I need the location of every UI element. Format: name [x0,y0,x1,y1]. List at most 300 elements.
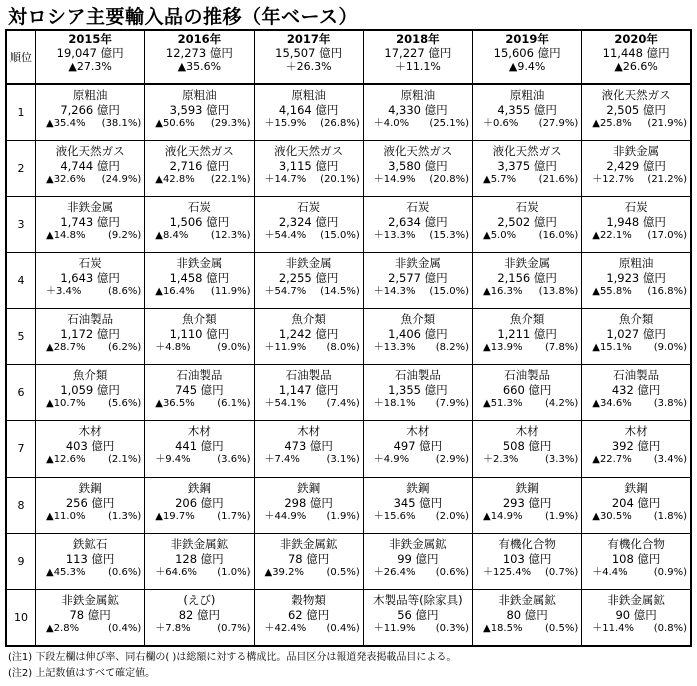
item-growth-row [582,173,690,186]
item-growth-row [364,397,472,410]
item-growth-row [36,566,144,579]
item-cell [473,253,582,309]
item-share: (1.7%) [217,510,251,522]
item-growth-row [36,453,144,466]
item-growth-row [364,510,472,523]
item-share: (9.0%) [217,342,251,354]
item-value: 4,355 億円 [497,102,557,117]
item-value: 1,059 億円 [60,383,120,398]
item-growth: ＋9.4% [155,454,191,466]
item-growth-row [255,173,363,186]
item-value: 2,505 億円 [606,102,666,117]
item-name: 非鉄金属 [67,199,114,214]
item-value: 80 億円 [506,607,548,622]
item-growth-row [473,566,581,579]
item-cell [363,309,472,365]
item-name: 魚介類 [618,312,654,327]
item-share: (1.9%) [326,510,360,522]
item-value: 82 億円 [178,607,221,622]
item-cell [473,477,582,533]
item-growth: ▲10.7% [46,398,86,410]
item-share: (38.1%) [101,117,142,129]
item-value: 473 億円 [284,439,333,454]
year-growth: ▲9.4% [508,60,546,73]
item-growth: ＋15.9% [264,117,307,129]
item-growth-row [473,229,581,242]
item-share: (9.2%) [108,229,142,241]
item-share: (15.0%) [320,229,360,241]
item-cell [36,589,145,646]
item-name: 魚介類 [72,368,108,383]
rank-cell: 1 [6,84,36,141]
item-share: (0.9%) [653,566,687,578]
item-value: 3,580 億円 [388,158,448,173]
item-share: (8.2%) [435,342,469,354]
item-growth: ＋3.4% [46,286,82,298]
rank-cell: 3 [6,196,36,252]
item-name: 有機化合物 [498,536,556,551]
item-growth: ＋44.9% [264,510,307,522]
item-cell [363,477,472,533]
table-row [6,533,691,589]
item-cell [36,365,145,421]
item-growth: ▲22.1% [592,229,632,241]
item-value: 392 億円 [611,439,661,454]
item-growth-row [582,510,690,523]
item-growth-row [364,341,472,354]
item-name: 非鉄金属 [285,256,332,271]
item-name: 石炭 [297,199,321,214]
item-growth: ▲35.4% [46,117,86,129]
item-name: 非鉄金属鉱 [170,536,229,551]
item-cell [473,421,582,477]
item-growth-row [582,229,690,242]
item-share: (22.1%) [210,173,251,185]
table-row [6,84,691,141]
item-name: 石油製品 [176,368,223,383]
item-growth-row [582,285,690,298]
item-name: 非鉄金属 [504,256,551,271]
item-cell [145,309,254,365]
item-cell [145,253,254,309]
item-cell [582,84,691,141]
item-name: 原粗油 [509,87,545,102]
item-cell [473,309,582,365]
item-cell [363,589,472,646]
item-growth: ＋15.6% [373,510,416,522]
item-share: (3.1%) [326,454,360,466]
item-growth: ▲51.3% [483,398,523,410]
year-growth: ＋26.3% [285,60,332,73]
item-cell [363,140,472,196]
rank-cell: 5 [6,309,36,365]
item-growth-row [473,622,581,635]
item-cell [473,196,582,252]
rank-header: 順位 [6,30,36,84]
item-value: 256 億円 [65,495,115,510]
item-value: 745 億円 [175,383,224,398]
item-growth: ▲14.9% [483,510,523,522]
item-value: 2,429 億円 [606,158,666,173]
item-share: (7.4%) [326,398,360,410]
item-growth: ＋42.4% [264,622,307,634]
item-value: 90 億円 [615,607,657,622]
table-row [6,309,691,365]
item-cell [582,365,691,421]
item-cell [473,589,582,646]
item-value: 4,164 億円 [278,102,339,117]
item-value: 108 億円 [611,551,661,566]
item-cell [145,477,254,533]
item-growth-row [364,622,472,635]
item-value: 345 億円 [393,495,443,510]
item-name: 有機化合物 [607,536,665,551]
item-growth-row [145,173,253,186]
item-value: 1,027 億円 [606,327,666,342]
year-total: 19,047 億円 [56,46,124,60]
item-share: (16.8%) [647,286,687,298]
item-growth: ▲5.7% [483,173,517,185]
item-cell [145,421,254,477]
item-growth: ▲13.9% [483,342,523,354]
year-label: 2020年 [614,32,658,46]
item-value: 1,211 億円 [497,327,557,342]
item-cell [582,589,691,646]
year-header-cell [473,30,582,84]
item-growth-row [36,117,144,130]
year-total: 12,273 億円 [165,46,233,60]
item-name: 液化天然ガス [601,87,671,102]
item-share: (7.8%) [545,342,579,354]
item-growth: ＋13.3% [373,229,416,241]
note-1: (注1) 下段左欄は伸び率、同右欄の( )は総額に対する構成比。品目区分は報道発表掲載品目による。 [8,652,457,663]
item-cell [473,365,582,421]
item-value: 78 億円 [69,607,111,622]
item-value: 62 億円 [287,607,330,622]
item-share: (8.6%) [108,286,142,298]
item-share: (17.0%) [647,229,687,241]
item-growth-row [255,285,363,298]
item-value: 2,255 億円 [278,271,339,286]
item-name: 鉄鋼 [624,480,648,495]
item-share: (24.9%) [101,173,142,185]
item-share: (1.8%) [653,510,687,522]
item-name: 非鉄金属鉱 [607,592,665,607]
item-name: 石油製品 [394,368,441,383]
item-share: (21.2%) [647,173,687,185]
item-share: (3.3%) [545,454,579,466]
item-share: (27.9%) [538,117,579,129]
item-name: 非鉄金属 [176,256,223,271]
item-growth-row [255,229,363,242]
item-name: 原粗油 [400,87,436,102]
year-label: 2016年 [177,32,222,46]
item-growth-row [36,341,144,354]
item-growth: ＋14.7% [264,173,307,185]
year-total: 15,606 億円 [493,46,561,60]
item-value: 78 億円 [287,551,330,566]
item-cell [363,253,472,309]
item-cell [254,140,363,196]
item-growth-row [255,453,363,466]
item-growth-row [145,341,253,354]
item-growth: ＋4.8% [155,342,191,354]
item-growth: ▲36.5% [155,398,195,410]
item-cell [145,196,254,252]
item-name: 鉄鋼 [406,480,430,495]
item-growth-row [255,510,363,523]
item-growth-row [473,341,581,354]
item-value: 1,242 億円 [278,327,339,342]
item-cell [145,140,254,196]
rank-cell: 8 [6,477,36,533]
item-growth-row [255,341,363,354]
item-share: (0.4%) [326,622,360,634]
table-row [6,589,691,646]
item-cell [254,477,363,533]
item-value: 293 億円 [502,495,552,510]
year-growth: ＋11.1% [394,60,441,73]
item-growth-row [145,453,253,466]
item-share: (0.6%) [108,566,142,578]
item-value: 1,743 億円 [60,214,120,229]
item-growth-row [145,229,253,242]
year-header-cell [254,30,363,84]
item-name: 木材 [187,424,211,439]
item-growth: ▲25.8% [592,117,632,129]
item-growth-row [582,341,690,354]
item-growth: ＋13.3% [373,342,416,354]
item-growth: ▲28.7% [46,342,86,354]
item-name: 鉄鋼 [187,480,211,495]
rank-cell: 7 [6,421,36,477]
item-name: 石炭 [187,199,211,214]
item-share: (21.6%) [538,173,579,185]
item-value: 497 億円 [393,439,443,454]
item-share: (0.6%) [435,566,469,578]
item-cell [363,84,472,141]
year-total: 11,448 億円 [602,46,670,60]
item-name: 魚介類 [400,312,436,327]
year-header-cell [145,30,254,84]
year-label: 2019年 [505,32,549,46]
item-growth-row [473,285,581,298]
item-value: 2,634 億円 [388,214,448,229]
item-name: 非鉄金属鉱 [279,536,338,551]
item-growth-row [364,285,472,298]
item-share: (0.4%) [108,622,142,634]
item-name: 非鉄金属鉱 [389,536,447,551]
rank-cell: 9 [6,533,36,589]
item-growth: ▲18.5% [483,622,523,634]
item-name: 非鉄金属 [394,256,441,271]
item-name: 木材 [406,424,430,439]
item-growth: ＋64.6% [155,566,198,578]
item-name: 液化天然ガス [55,143,125,158]
item-share: (21.9%) [647,117,687,129]
item-value: 1,506 億円 [169,214,230,229]
item-value: 4,330 億円 [388,102,448,117]
item-share: (2.1%) [108,454,142,466]
item-value: 113 億円 [65,551,115,566]
item-cell [145,365,254,421]
item-cell [36,477,145,533]
item-name: 原粗油 [182,87,217,102]
item-growth-row [582,622,690,635]
item-name: 穀物類 [291,592,326,607]
item-name: 木材 [624,424,648,439]
item-cell [36,140,145,196]
item-name: 液化天然ガス [383,143,453,158]
item-name: 原粗油 [72,87,108,102]
item-growth: ＋14.9% [373,173,416,185]
item-growth-row [473,453,581,466]
item-name: 石炭 [624,199,648,214]
item-growth: ＋2.3% [483,454,519,466]
item-name: 鉄鋼 [297,480,321,495]
item-share: (8.0%) [326,342,360,354]
item-share: (20.8%) [429,173,469,185]
item-growth-row [582,566,690,579]
item-share: (0.5%) [545,622,579,634]
item-growth-row [255,117,363,130]
item-growth-row [36,397,144,410]
item-growth: ▲15.1% [592,342,632,354]
item-growth: ▲5.0% [483,229,517,241]
item-cell [145,84,254,141]
year-growth: ▲27.3% [68,60,112,73]
item-value: 298 億円 [284,495,333,510]
item-cell [36,309,145,365]
table-row [6,421,691,477]
item-name: 石油製品 [67,312,114,327]
item-cell [363,196,472,252]
item-growth: ＋0.6% [483,117,519,129]
item-growth: ▲14.8% [46,229,86,241]
item-growth-row [36,285,144,298]
table-row [6,477,691,533]
item-value: 1,923 億円 [606,271,666,286]
item-cell [36,533,145,589]
item-growth: ＋12.7% [592,173,635,185]
item-growth: ＋54.4% [264,229,307,241]
item-share: (1.9%) [545,510,579,522]
item-name: 鉄鉱石 [72,536,108,551]
item-growth: ＋26.4% [373,566,416,578]
year-total: 15,507 億円 [275,46,343,60]
item-name: 液化天然ガス [492,143,562,158]
item-growth: ＋4.0% [373,117,410,129]
item-cell [254,421,363,477]
item-value: 3,375 億円 [497,158,557,173]
item-share: (26.8%) [320,117,360,129]
year-total: 17,227 億円 [384,46,452,60]
item-growth-row [145,285,253,298]
item-share: (2.9%) [435,454,469,466]
notes [8,650,456,682]
note-2: (注2) 上記数値はすべて確定値。 [8,668,156,679]
item-name: 非鉄金属鉱 [61,592,119,607]
item-growth: ▲11.0% [46,510,86,522]
item-value: 508 億円 [502,439,552,454]
item-growth: ▲50.6% [155,117,195,129]
item-name: (えび) [183,592,216,607]
table-row [6,196,691,252]
item-share: (0.3%) [435,622,469,634]
item-value: 1,147 億円 [278,383,339,398]
item-share: (4.2%) [545,398,579,410]
item-value: 128 億円 [175,551,224,566]
item-growth: ＋14.3% [373,286,416,298]
item-value: 2,716 億円 [169,158,230,173]
item-growth: ▲55.8% [592,286,632,298]
item-cell [36,253,145,309]
item-cell [363,421,472,477]
item-growth: ＋125.4% [483,566,532,578]
item-growth: ＋11.4% [592,622,635,634]
item-name: 液化天然ガス [274,143,344,158]
item-share: (7.9%) [435,398,469,410]
item-name: 木材 [297,424,321,439]
item-growth-row [145,622,253,635]
item-growth-row [364,566,472,579]
header-row [6,30,691,84]
item-value: 1,458 億円 [169,271,230,286]
year-growth: ▲26.6% [614,60,658,73]
item-cell [145,533,254,589]
item-cell [473,533,582,589]
item-name: 魚介類 [509,312,545,327]
import-table [5,29,692,647]
item-name: 石油製品 [285,368,332,383]
item-cell [254,196,363,252]
item-share: (5.6%) [108,398,142,410]
item-growth: ▲16.3% [483,286,523,298]
item-cell [363,365,472,421]
year-label: 2017年 [286,32,331,46]
item-cell [254,533,363,589]
item-growth: ＋18.1% [373,398,416,410]
item-growth: ＋7.4% [264,454,300,466]
item-share: (3.6%) [217,454,251,466]
item-growth-row [473,397,581,410]
item-growth: ▲34.6% [592,398,632,410]
item-name: 木製品等(除家具) [373,592,463,607]
item-share: (25.1%) [429,117,469,129]
item-cell [582,253,691,309]
item-share: (6.1%) [217,398,251,410]
item-growth: ▲32.6% [46,173,86,185]
table-row [6,365,691,421]
item-growth: ＋54.1% [264,398,307,410]
rank-cell: 6 [6,365,36,421]
item-name: 原粗油 [618,256,654,271]
item-share: (0.5%) [326,566,360,578]
item-cell [36,421,145,477]
item-value: 1,643 億円 [60,271,120,286]
item-value: 1,172 億円 [60,327,120,342]
item-value: 7,266 億円 [60,102,120,117]
item-value: 403 億円 [65,439,115,454]
item-growth-row [36,229,144,242]
item-name: 非鉄金属 [613,143,660,158]
item-name: 石油製品 [504,368,551,383]
item-name: 石油製品 [613,368,660,383]
table-row [6,253,691,309]
year-header-cell [582,30,691,84]
rank-cell: 2 [6,140,36,196]
item-growth-row [255,566,363,579]
